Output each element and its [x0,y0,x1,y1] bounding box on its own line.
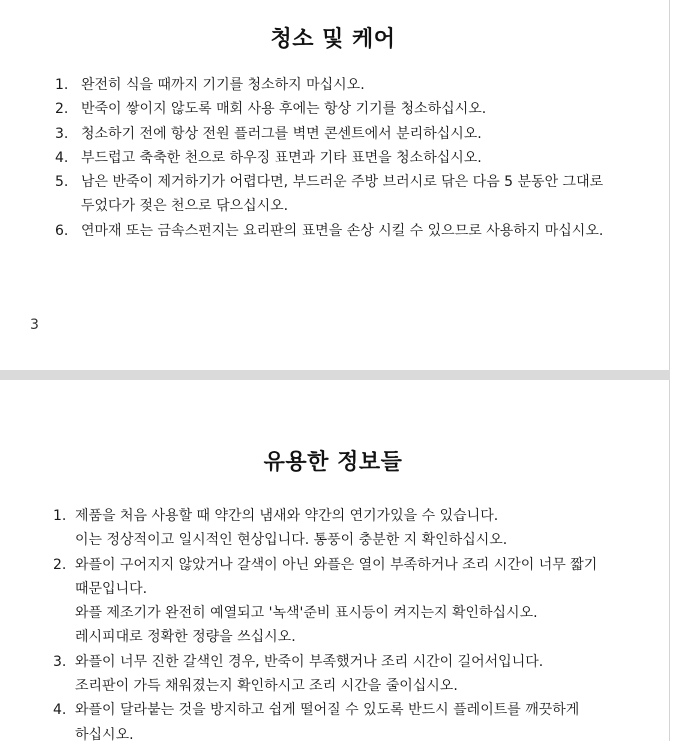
list-item-text [81,73,635,97]
tips-list [53,504,633,741]
list-item-line: 때문입니다. [75,580,148,597]
list-item-text [75,650,633,699]
list-item-number: 5. [55,174,69,191]
list-item-line: 이는 정상적이고 일시적인 현상입니다. 통풍이 충분한 지 확인하십시오. [75,532,508,549]
list-item-line: 완전히 식을 때까지 기기를 청소하지 마십시오. [81,77,365,93]
list-item [53,553,633,650]
list-item-text [81,122,635,146]
list-item-line: 와플이 달라붙는 것을 방지하고 쉽게 떨어질 수 있도록 반드시 플레이트를 깨끗하게 [75,702,580,719]
list-item-number: 4. [53,702,67,719]
instruction-list [55,73,635,243]
list-item-text [75,553,633,650]
list-item-line: 하십시오. [75,726,134,741]
list-item [55,219,635,243]
list-item-line: 청소하기 전에 항상 전원 플러그를 벽면 콘센트에서 분리하십시오. [81,125,482,142]
list-item-line: 레시피대로 정확한 정량을 쓰십시오. [75,629,296,646]
list-item-number: 2. [53,556,67,573]
list-item [55,146,635,170]
list-item-number: 1. [55,77,69,93]
list-item-line: 조리판이 가득 채워졌는지 확인하시고 조리 시간을 줄이십시오. [75,678,458,695]
list-item-text [81,170,635,219]
viewer-edge [670,0,678,741]
page-title: 유용한 정보들 [263,450,403,475]
list-item-line: 제품을 처음 사용할 때 약간의 냄새와 약간의 연기가있을 수 있습니다. [75,508,499,524]
list-item-text [75,698,633,741]
list-item-line: 와플이 구어지지 않았거나 갈색이 아닌 와플은 열이 부족하거나 조리 시간이 너무 짧기 [75,556,598,573]
list-item-number: 2. [55,101,69,118]
list-item [55,122,635,146]
list-item [55,73,635,97]
list-item-line: 와플 제조기가 완전히 예열되고 '녹색'준비 표시등이 켜지는지 확인하십시오. [75,605,538,622]
list-item-text [81,146,635,170]
list-item-line: 남은 반죽이 제거하기가 어렵다면, 부드러운 주방 브러시로 닦은 다음 5 분동안 그대로 [81,174,604,191]
list-item-line: 두었다가 젖은 천으로 닦으십시오. [81,198,289,215]
page-title: 청소 및 케어 [270,27,396,52]
page-separator [0,370,678,380]
list-item-number: 1. [53,508,67,524]
list-item-text [81,97,635,121]
list-item-line: 연마재 또는 금속스펀지는 요리판의 표면을 손상 시킬 수 있으므로 사용하지 마십시오. [81,222,604,239]
list-item-number: 6. [55,222,69,239]
list-item-number: 3. [53,653,67,670]
list-item [53,650,633,699]
page-useful-info [0,380,670,741]
page-cleaning-and-care [0,0,670,370]
list-item-text [81,219,635,243]
list-item-line: 와플이 너무 진한 갈색인 경우, 반죽이 부족했거나 조리 시간이 길어서입니다. [75,653,544,670]
list-item-text [75,504,633,553]
list-item-line: 부드럽고 축축한 천으로 하우징 표면과 기타 표면을 청소하십시오. [81,149,482,166]
list-item-number: 3. [55,125,69,142]
list-item [55,170,635,219]
list-item-number: 4. [55,149,69,166]
list-item [55,97,635,121]
list-item [53,504,633,553]
list-item [53,698,633,741]
page-number: 3 [30,317,39,333]
list-item-line: 반죽이 쌓이지 않도록 매회 사용 후에는 항상 기기를 청소하십시오. [81,101,487,118]
